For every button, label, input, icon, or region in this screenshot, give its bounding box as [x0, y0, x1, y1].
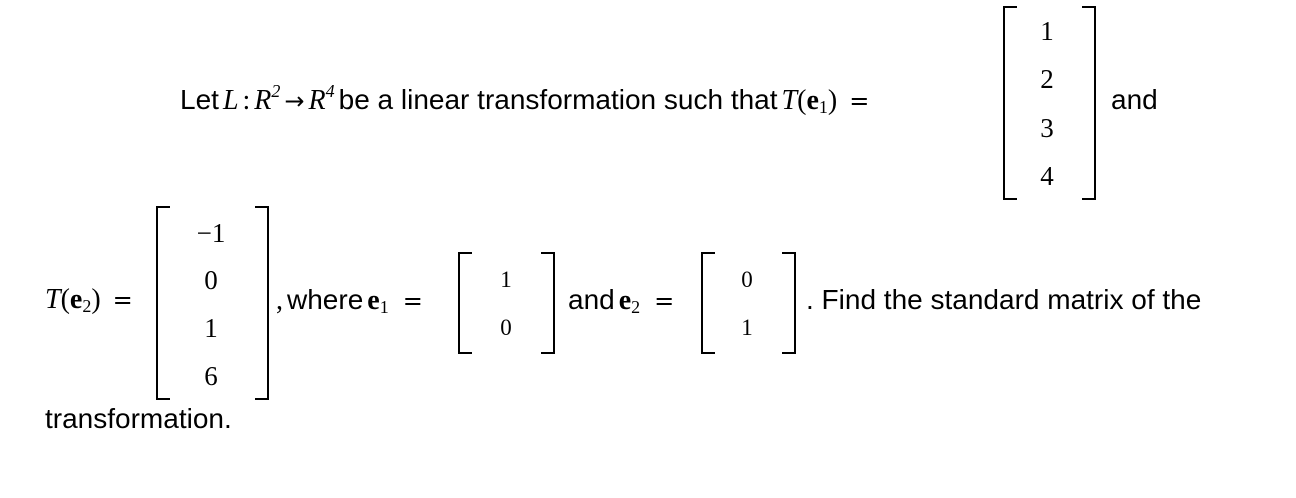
equals-sign: =: [402, 287, 423, 315]
T-e2-label: $T(e_2)$ =: [45, 284, 133, 316]
matrix-entry: 1: [500, 267, 512, 292]
equals-sign: =: [112, 286, 133, 314]
left-bracket: [701, 252, 715, 354]
where-text: where: [287, 284, 364, 315]
domain-R: $R^2$: [254, 81, 281, 116]
matrix-entry: 1: [1040, 16, 1054, 46]
matrix-entry: 0: [741, 267, 753, 292]
where-e1-label: , where $e_1$ =: [276, 284, 423, 317]
matrix-entry: 1: [741, 315, 753, 340]
let-text: Let: [180, 84, 219, 115]
codomain-exponent: 4: [325, 81, 335, 101]
right-bracket: [1082, 6, 1096, 200]
problem-line-1: [180, 81, 870, 117]
matrix-entry: 1: [204, 313, 218, 343]
left-bracket: [458, 252, 472, 354]
matrix-entry: 2: [1040, 64, 1054, 94]
left-bracket: [156, 206, 170, 400]
T-e1-label: $T(e_1)$: [781, 85, 838, 117]
find-text: . Find the standard matrix of the: [806, 284, 1202, 315]
matrix-entry: 4: [1040, 161, 1054, 191]
matrix-entry: −1: [196, 218, 226, 248]
equals-sign: =: [849, 87, 870, 115]
matrix-entry: 0: [500, 315, 512, 340]
and-text-2: and: [568, 284, 615, 315]
map-L: L: [222, 85, 239, 116]
left-bracket: [1003, 6, 1017, 200]
and-text-1: and: [1111, 84, 1158, 115]
arrow-icon: →: [284, 87, 305, 115]
equals-sign: =: [654, 287, 675, 315]
matrix-entry: 6: [204, 361, 218, 391]
description-text: be a linear transformation such that: [338, 84, 778, 115]
colon: :: [242, 85, 251, 116]
right-bracket: [255, 206, 269, 400]
transformation-text: transformation.: [45, 403, 232, 434]
matrix-entry: 0: [204, 265, 218, 295]
and-e2-label: and $e_2$ =: [568, 284, 675, 317]
matrix-entry: 3: [1040, 113, 1054, 143]
codomain-R: $R^4$: [308, 81, 335, 116]
right-bracket: [541, 252, 555, 354]
domain-exponent: 2: [271, 81, 281, 101]
comma: ,: [276, 285, 283, 316]
right-bracket: [782, 252, 796, 354]
